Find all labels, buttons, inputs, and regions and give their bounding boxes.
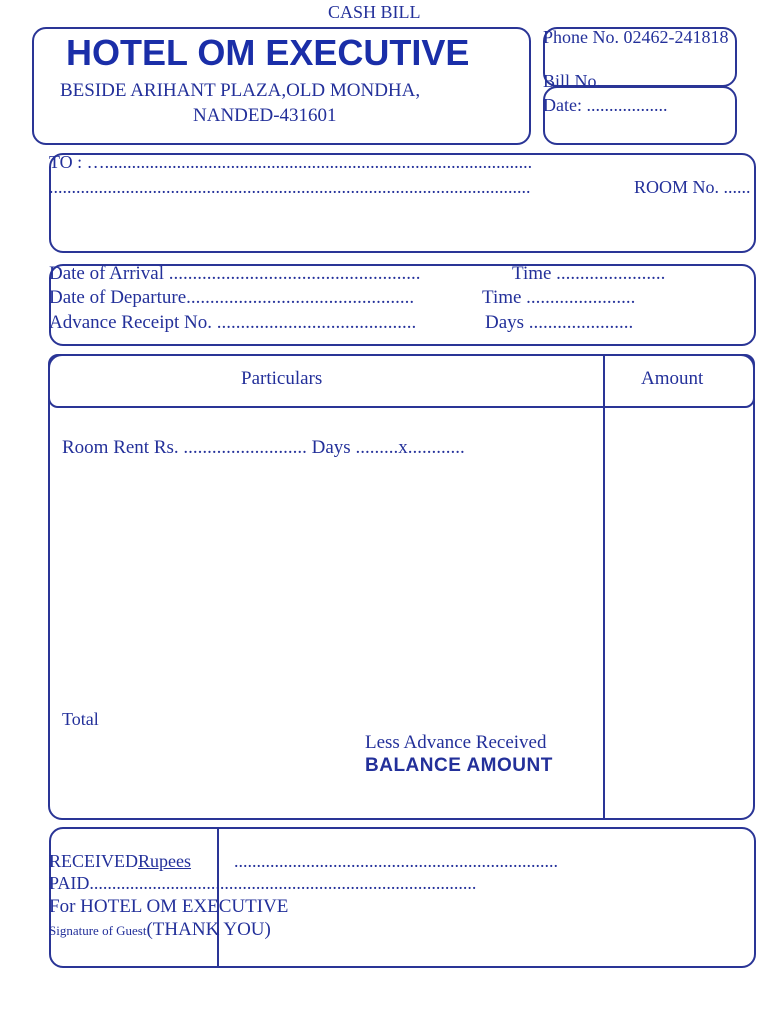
- hotel-address-line1: BESIDE ARIHANT PLAZA,OLD MONDHA,: [60, 80, 421, 101]
- received-label: RECEIVED: [49, 851, 138, 871]
- signature-label: Signature of Guest: [49, 923, 147, 938]
- received-amount-dots: ........................................................................: [234, 851, 558, 871]
- departure-date: Date of Departure................................................: [49, 287, 415, 308]
- hotel-name: HOTEL OM EXECUTIVE: [66, 32, 470, 73]
- room-rent-line: Room Rent Rs. .......................... Days .........x............: [62, 437, 465, 458]
- column-amount: Amount: [641, 368, 704, 389]
- column-particulars: Particulars: [241, 368, 323, 389]
- amount-column-divider: [603, 354, 605, 820]
- guest-address-line: ...........................................................................................................: [49, 177, 531, 197]
- guest-to-line: TO : …...............................................................................................: [49, 152, 533, 172]
- arrival-date: Date of Arrival .....................................................: [49, 263, 421, 284]
- thank-you: (THANK YOU): [146, 919, 271, 940]
- stay-days: Days ......................: [485, 312, 634, 333]
- bill-number: Bill No.: [543, 71, 602, 91]
- rupees-label: Rupees: [138, 851, 191, 871]
- bill-date: Date: ..................: [543, 95, 668, 115]
- advance-receipt-no: Advance Receipt No. ..........................................: [49, 312, 417, 333]
- received-rupees: [49, 851, 191, 872]
- arrival-time: Time .......................: [512, 263, 666, 284]
- bill-type: CASH BILL: [328, 2, 421, 22]
- paid-line: PAID......................................................................................: [49, 873, 477, 893]
- phone-number: Phone No. 02462-241818: [543, 27, 729, 47]
- hotel-address-line2: NANDED-431601: [193, 105, 337, 126]
- total-label: Total: [62, 709, 99, 729]
- departure-time: Time .......................: [482, 287, 636, 308]
- balance-amount-label: BALANCE AMOUNT: [365, 755, 553, 776]
- room-number: ROOM No. ......: [634, 177, 751, 197]
- less-advance-label: Less Advance Received: [365, 732, 547, 753]
- signature-line: [49, 919, 271, 941]
- for-hotel-line: For HOTEL OM EXECUTIVE: [49, 896, 289, 917]
